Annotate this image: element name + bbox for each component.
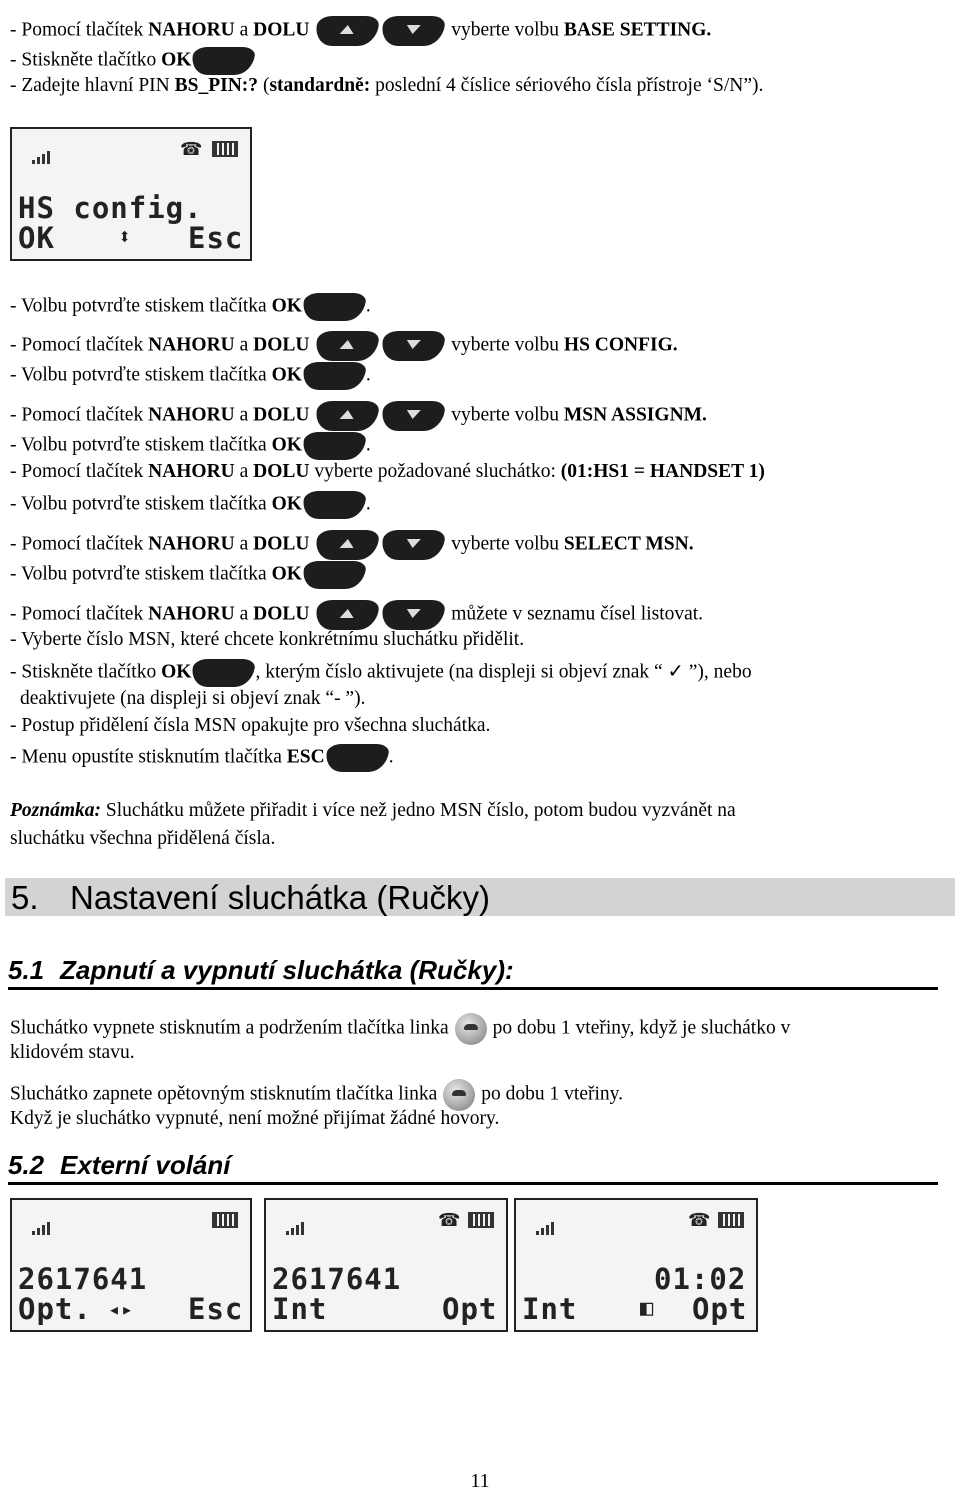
instruction-line: - Pomocí tlačítek NAHORU a DOLU můžete v seznamu čísel listovat. (10, 600, 703, 630)
battery-icon (212, 1212, 238, 1228)
display-row: OK ⬍ Esc (18, 221, 244, 255)
up-button-icon (314, 530, 380, 560)
instruction-line: - Volbu potvrďte stiskem tlačítka OK . (10, 432, 371, 460)
down-button-icon (380, 16, 446, 46)
signal-icon (32, 1212, 52, 1235)
battery-icon (212, 141, 238, 157)
instruction-line: - Pomocí tlačítek NAHORU a DOLU vyberte volbu MSN ASSIGNM. (10, 401, 707, 431)
ok-button-icon (301, 432, 367, 460)
section-heading: 5. Nastavení sluchátka (Ručky) (5, 878, 955, 916)
note: Poznámka: Sluchátku můžete přiřadit i více než jedno MSN číslo, potom budou vyzvánět na (10, 800, 736, 821)
instruction-line: - Pomocí tlačítek NAHORU a DOLU vyberte volbu BASE SETTING. (10, 16, 711, 46)
instruction-line: - Zadejte hlavní PIN BS_PIN:? (standardně: poslední 4 číslice sériového čísla přístroje ‘S/N”). (10, 75, 764, 96)
handset-icon: ☎ (180, 139, 203, 160)
display-row: Int Opt (272, 1292, 498, 1326)
page-number: 11 (470, 1470, 490, 1492)
ok-button-icon (301, 561, 367, 589)
instruction-line: - Volbu potvrďte stiskem tlačítka OK (10, 561, 366, 589)
paragraph-line: Sluchátko vypnete stisknutím a podržením tlačítka linka po dobu 1 vteřiny, když je sluchátko v (10, 1013, 790, 1045)
instruction-line: - Pomocí tlačítek NAHORU a DOLU vyberte požadované sluchátko: (01:HS1 = HANDSET 1) (10, 461, 765, 482)
instruction-line: - Vyberte číslo MSN, které chcete konkrétnímu sluchátku přidělit. (10, 629, 525, 650)
signal-icon (286, 1212, 306, 1235)
display-row: 2617641 (18, 1262, 148, 1296)
down-button-icon (380, 401, 446, 431)
display-row: Opt. ◂▸ Esc (18, 1292, 244, 1326)
up-button-icon (314, 331, 380, 361)
handset-icon: ☎ (438, 1210, 461, 1231)
instruction-line: - Stiskněte tlačítko OK (10, 47, 255, 75)
instruction-line: - Menu opustíte stisknutím tlačítka ESC . (10, 744, 394, 772)
left-right-arrows-icon: ◂▸ (108, 1297, 135, 1321)
instruction-line: - Volbu potvrďte stiskem tlačítka OK . (10, 491, 371, 519)
instruction-line: - Postup přidělení čísla MSN opakujte pro všechna sluchátka. (10, 715, 491, 736)
handset-display (514, 1198, 758, 1332)
esc-button-icon (324, 744, 390, 772)
display-row: Int ◧ Opt (522, 1292, 748, 1326)
paragraph-line: Když je sluchátko vypnuté, není možné přijímat žádné hovory. (10, 1108, 500, 1129)
ok-button-icon (301, 293, 367, 321)
paragraph-line: Sluchátko zapnete opětovným stisknutím tlačítka linka po dobu 1 vteřiny. (10, 1079, 623, 1111)
handset-display (10, 1198, 252, 1332)
paragraph-line: klidovém stavu. (10, 1042, 135, 1063)
down-button-icon (380, 530, 446, 560)
ok-button-icon (301, 491, 367, 519)
display-row: HS config. (18, 191, 203, 225)
instruction-line: - Volbu potvrďte stiskem tlačítka OK . (10, 362, 371, 390)
handset-display (264, 1198, 508, 1332)
note: sluchátku všechna přidělená čísla. (10, 828, 276, 849)
up-button-icon (314, 16, 380, 46)
down-button-icon (380, 600, 446, 630)
instruction-line: - Pomocí tlačítek NAHORU a DOLU vyberte volbu SELECT MSN. (10, 530, 694, 560)
instruction-line: - Volbu potvrďte stiskem tlačítka OK . (10, 293, 371, 321)
instruction-line: - Pomocí tlačítek NAHORU a DOLU vyberte volbu HS CONFIG. (10, 331, 678, 361)
ok-button-icon (190, 659, 256, 687)
display-row: 01:02 (654, 1262, 747, 1296)
handset-display (10, 127, 252, 261)
up-button-icon (314, 600, 380, 630)
ok-button-icon (190, 47, 256, 75)
battery-icon (468, 1212, 494, 1228)
instruction-line: deaktivujete (na displeji si objeví znak “- ”). (20, 688, 366, 709)
down-button-icon (380, 331, 446, 361)
line-key-icon (455, 1013, 487, 1045)
subsection-heading: 5.2 Externí volání (8, 1150, 938, 1185)
ok-button-icon (301, 362, 367, 390)
battery-icon (718, 1212, 744, 1228)
handset-icon: ☎ (688, 1210, 711, 1231)
subsection-heading: 5.1 Zapnutí a vypnutí sluchátka (Ručky): (8, 955, 938, 990)
display-row: 2617641 (272, 1262, 402, 1296)
up-down-arrows-icon: ⬍ (118, 225, 133, 250)
instruction-line: - Stiskněte tlačítko OK , kterým číslo aktivujete (na displeji si objeví znak “ ✓ ”), nebo (10, 659, 752, 687)
signal-icon (536, 1212, 556, 1235)
up-button-icon (314, 401, 380, 431)
signal-icon (32, 141, 52, 164)
speaker-icon: ◧ (640, 1296, 655, 1321)
